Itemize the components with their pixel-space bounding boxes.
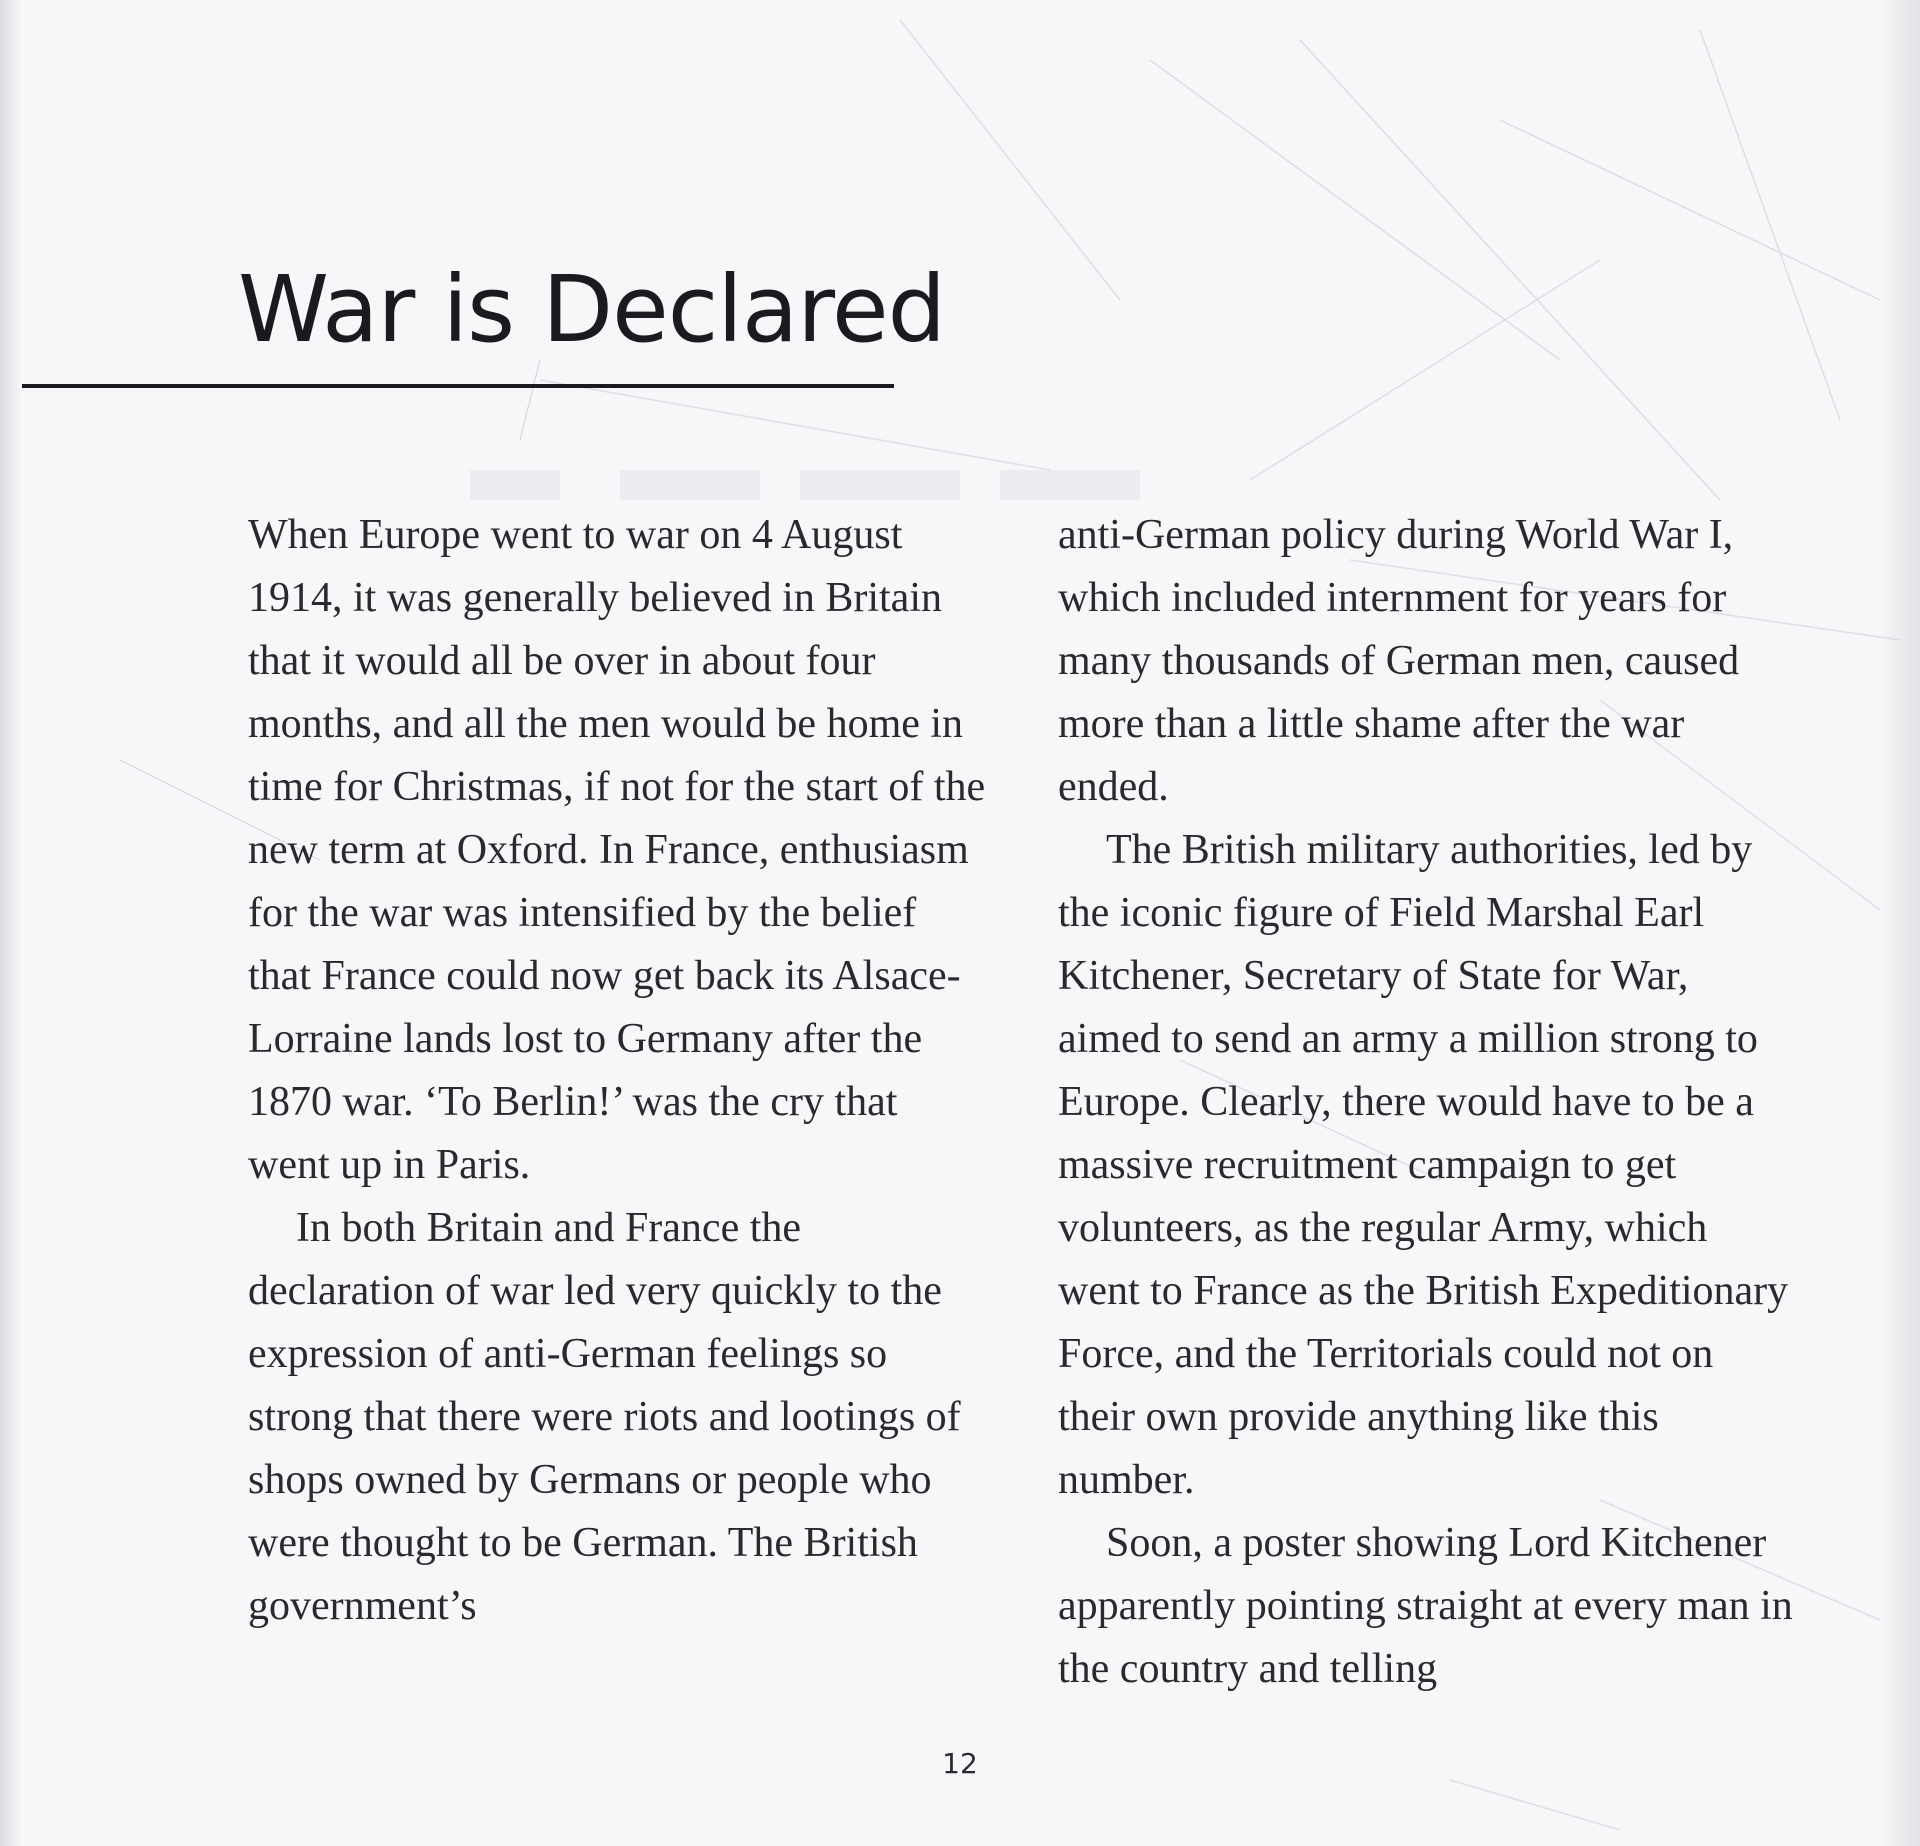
text-column-right (1058, 504, 1798, 1701)
title-underline (22, 384, 894, 388)
page-edge-shadow-left (0, 0, 22, 1846)
paragraph: In both Britain and France the declaration of war led very quickly to the expression of anti-German feelings so strong that there were riots and lootings of shops owned by Germans or people who were thought to be German. The British government’s (248, 1205, 961, 1629)
text-column-left (248, 504, 988, 1638)
paragraph: anti-German policy during World War I, which included internment for years for many thousands of German men, caused more than a little shame after the war ended. (1058, 512, 1740, 810)
paragraph: When Europe went to war on 4 August 1914, it was generally believed in Britain that it would all be over in about four months, and all the men would be home in time for Christmas, if not for the start of the new term at Oxford. In France, enthusiasm for the war was intensified by the belief that France could now get back its Alsace-Lorraine lands lost to Germany after the 1870 war. ‘To Berlin!’ was the cry that went up in Paris. (248, 512, 986, 1188)
paragraph: The British military authorities, led by the iconic figure of Field Marshal Earl Kitchener, Secretary of State for War, aimed to send an army a million strong to Europe. Clearly, there would have to be a massive recruitment campaign to get volunteers, as the regular Army, which went to France as the British Expeditionary Force, and the Territorials could not on their own provide anything like this number. (1058, 827, 1789, 1503)
page-number: 12 (942, 1747, 978, 1780)
page-edge-shadow-right (1880, 0, 1920, 1846)
page-title: War is Declared (238, 256, 946, 363)
paragraph: Soon, a poster showing Lord Kitchener apparently pointing straight at every man in the country and telling (1058, 1520, 1793, 1692)
